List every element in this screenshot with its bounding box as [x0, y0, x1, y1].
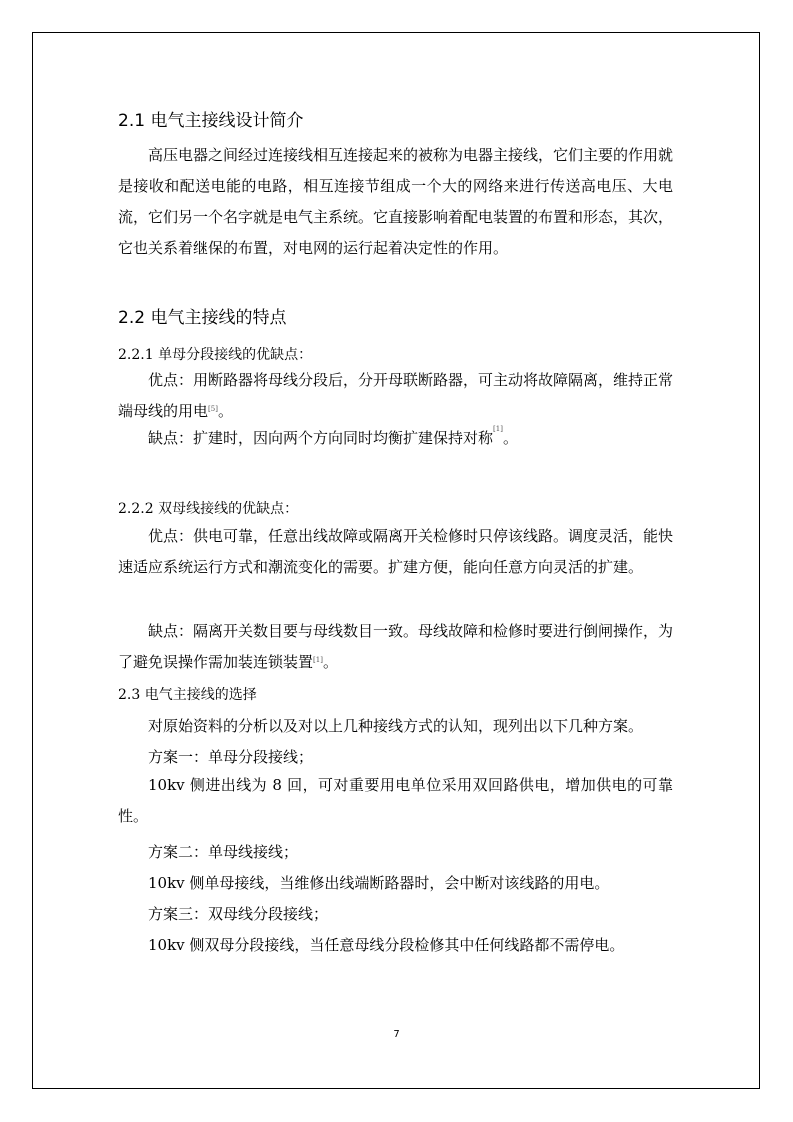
section-2-2-2-cons: 缺点：隔离开关数目要与母线数目一致。母线故障和检修时要进行倒闸操作，为了避免误操作需加装连锁装置[1]。	[118, 622, 674, 671]
citation-ref: [1]	[313, 656, 323, 664]
section-2-3-title: 2.3 电气主接线的选择	[118, 687, 257, 703]
section-2-2-2-pros: 优点：供电可靠，任意出线故障或隔离开关检修时只停该线路。调度灵活，能快速适应系统运行方式和潮流变化的需要。扩建方便，能向任意方向灵活的扩建。	[118, 527, 674, 576]
page-number: 7	[393, 1029, 400, 1040]
plan-2-desc: 10kv 侧单母接线，当维修出线端断路器时，会中断对该线路的用电。	[148, 874, 610, 892]
plan-3-desc: 10kv 侧双母分段接线，当任意母线分段检修其中任何线路都不需停电。	[148, 936, 625, 954]
plan-2-label: 方案二：单母线接线；	[148, 843, 299, 861]
section-2-2-2-title: 2.2.2 双母线接线的优缺点：	[118, 501, 299, 517]
citation-ref: [1]	[493, 425, 503, 433]
citation-ref: [5]	[208, 405, 218, 413]
section-2-2-1-title: 2.2.1 单母分段接线的优缺点：	[118, 347, 313, 363]
section-2-3-intro: 对原始资料的分析以及对以上几种接线方式的认知，现列出以下几种方案。	[148, 717, 644, 735]
section-2-2-title: 2.2 电气主接线的特点	[118, 308, 287, 328]
section-2-2-1-cons: 缺点：扩建时，因向两个方向同时均衡扩建保持对称[1]。	[148, 425, 518, 447]
plan-1-desc: 10kv 侧进出线为 8 回，可对重要用电单位采用双回路供电，增加供电的可靠性。	[118, 776, 673, 825]
plan-1-label: 方案一：单母分段接线；	[148, 748, 314, 766]
section-2-2-1-pros: 优点：用断路器将母线分段后，分开母联断路器，可主动将故障隔离，维持正常端母线的用电[5]。	[118, 371, 674, 420]
section-2-1-title: 2.1 电气主接线设计简介	[118, 111, 304, 131]
section-2-1-body: 高压电器之间经过连接线相互连接起来的被称为电器主接线，它们主要的作用就是接收和配送电能的电路，相互连接节组成一个大的网络来进行传送高电压、大电流，它们另一个名字就是电气主系统。它直接影响着配电装置的布置和形态，其次，它也关系着继保的布置，对电网的运行起着决定性的作用。	[118, 146, 674, 257]
plan-3-label: 方案三：双母线分段接线；	[148, 905, 329, 923]
